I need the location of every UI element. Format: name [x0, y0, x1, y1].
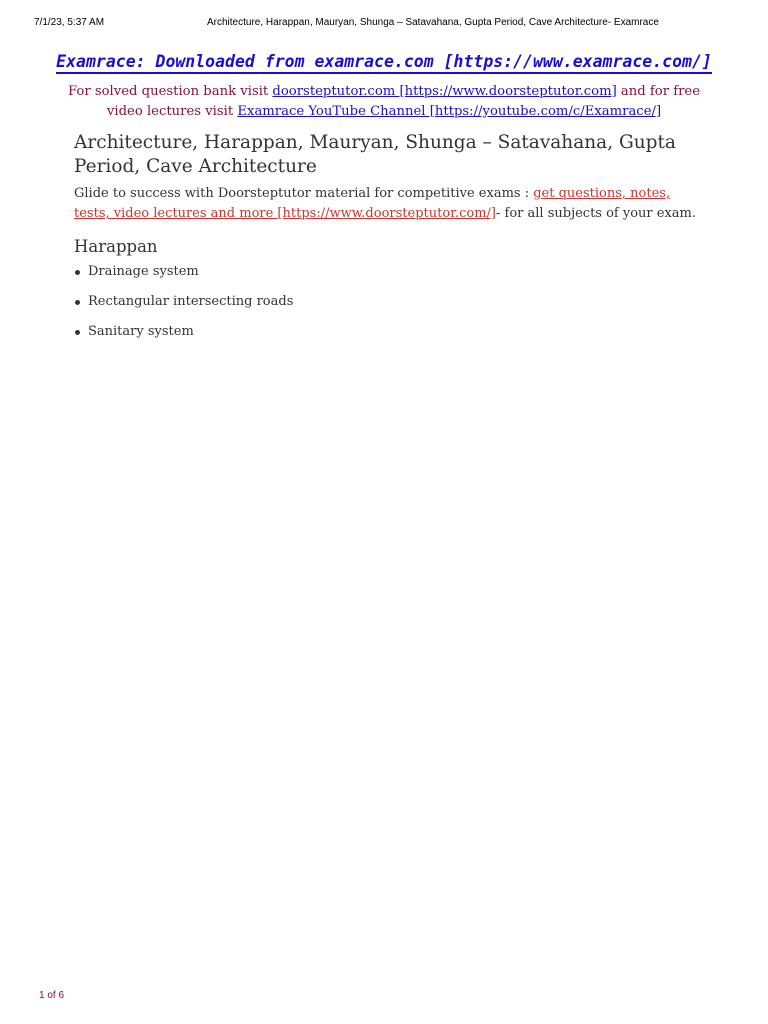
harappan-list [74, 263, 293, 353]
list-item-text: Rectangular intersecting roads [88, 294, 294, 309]
print-date: 7/1/23, 5:37 AM [34, 17, 105, 28]
examrace-banner-link[interactable]: Examrace: Downloaded from examrace.com [https://www.examrace.com/] [56, 52, 712, 74]
list-item [74, 263, 293, 293]
list-item [74, 323, 293, 353]
promo-pre-text: For solved question bank visit [67, 84, 273, 99]
examrace-banner [0, 52, 768, 71]
page-title: Architecture, Harappan, Mauryan, Shunga – Satavahana, Gupta Period, Cave Architecture [74, 132, 676, 177]
list-item [74, 293, 293, 323]
doorsteptutor-link[interactable]: doorsteptutor.com [https://www.doorsteptutor.com] [272, 84, 617, 99]
print-document-title: Architecture, Harappan, Mauryan, Shunga – Satavahana, Gupta Period, Cave Architecture- Examrace [207, 17, 659, 28]
list-item-text: Sanitary system [88, 324, 194, 339]
intro-post-text: - for all subjects of your exam. [496, 206, 697, 221]
bullet-icon [75, 330, 80, 335]
youtube-channel-link[interactable]: Examrace YouTube Channel [https://youtube.com/c/Examrace/] [237, 104, 662, 119]
page-indicator: 1 of 6 [39, 990, 65, 1001]
list-item-text: Drainage system [88, 264, 199, 279]
intro-paragraph [74, 184, 699, 224]
promo-text [60, 82, 708, 122]
bullet-icon [75, 270, 80, 275]
doorsteptutor-material-link[interactable]: get questions, notes, tests, video lectures and more [https://www.doorsteptutor.com/] [74, 186, 671, 221]
bullet-icon [75, 300, 80, 305]
promo-mid-text: and for free video lectures visit [106, 84, 701, 119]
print-header [0, 15, 768, 31]
intro-pre-text: Glide to success with Doorsteptutor material for competitive exams : [74, 186, 534, 201]
section-title-harappan: Harappan [74, 237, 158, 256]
